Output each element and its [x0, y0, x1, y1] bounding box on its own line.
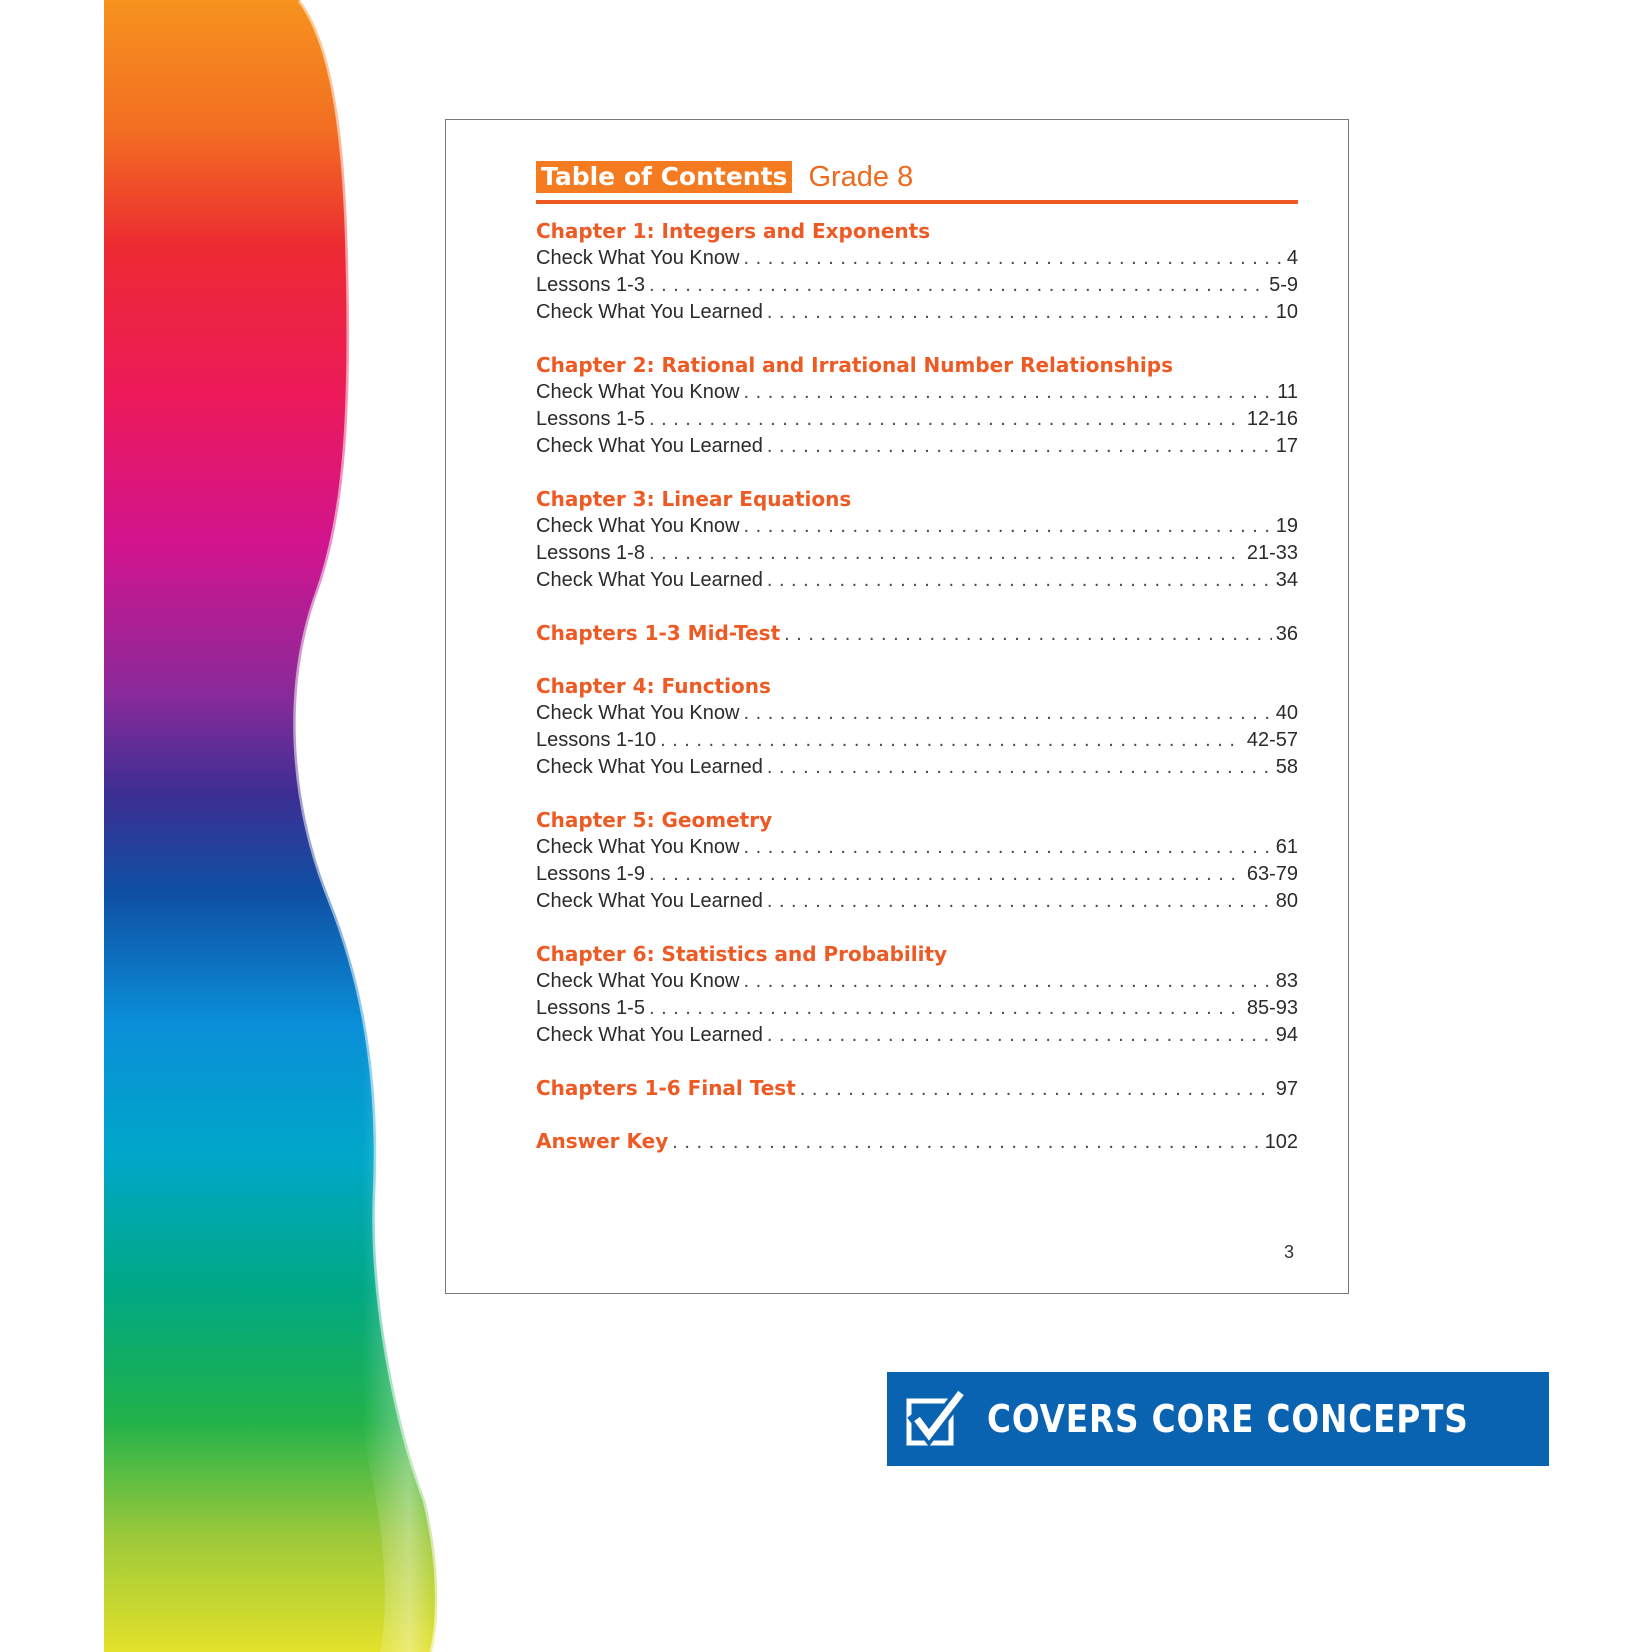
toc-entry[interactable] [536, 299, 1298, 326]
entry-label: Check What You Know [536, 836, 740, 858]
entry-label: Check What You Learned [536, 890, 763, 912]
toc-title: Table of Contents [536, 161, 792, 193]
toc-page [445, 119, 1349, 1294]
entry-label: Check What You Know [536, 970, 740, 992]
entry-label: Lessons 1-10 [536, 729, 657, 751]
entry-page: 94 [1275, 1024, 1298, 1046]
dot-leader [672, 1129, 1260, 1156]
entry-page: 83 [1275, 970, 1298, 992]
entry-label: Lessons 1-5 [536, 408, 645, 430]
toc-entry[interactable] [536, 995, 1298, 1022]
dot-leader [743, 513, 1271, 540]
toc-divider [536, 200, 1298, 204]
dot-leader [649, 406, 1243, 433]
entry-page: 21-33 [1246, 542, 1298, 564]
entry-label: Chapters 1-3 Mid-Test [536, 621, 781, 645]
toc-entry[interactable] [536, 433, 1298, 460]
entry-label: Check What You Know [536, 702, 740, 724]
chapter-title[interactable]: Chapter 2: Rational and Irrational Number Relationships [536, 353, 1174, 377]
chapter-title[interactable]: Chapter 1: Integers and Exponents [536, 219, 931, 243]
chapter-2 [536, 352, 1298, 460]
entry-page: 5-9 [1269, 274, 1298, 296]
entry-label: Check What You Learned [536, 301, 763, 323]
dot-leader [767, 888, 1272, 915]
entry-page: 61 [1275, 836, 1298, 858]
entry-page: 12-16 [1246, 408, 1298, 430]
dot-leader [649, 861, 1243, 888]
dot-leader [660, 727, 1243, 754]
chapter-title[interactable]: Chapter 6: Statistics and Probability [536, 942, 948, 966]
toc-content [536, 160, 1298, 1181]
dot-leader [800, 1076, 1272, 1103]
chapter-1 [536, 218, 1298, 326]
chapter-4 [536, 673, 1298, 781]
covers-core-concepts-banner [887, 1372, 1549, 1466]
dot-leader [743, 834, 1271, 861]
entry-page: 102 [1264, 1131, 1298, 1153]
entry-label: Lessons 1-9 [536, 863, 645, 885]
toc-entry[interactable] [536, 1022, 1298, 1049]
entry-label: Check What You Learned [536, 569, 763, 591]
chapter-6 [536, 941, 1298, 1049]
toc-entry[interactable] [536, 272, 1298, 299]
entry-page: 63-79 [1246, 863, 1298, 885]
entry-page: 80 [1275, 890, 1298, 912]
dot-leader [649, 540, 1243, 567]
entry-page: 10 [1275, 301, 1298, 323]
toc-header [536, 160, 1298, 194]
toc-entry[interactable] [536, 567, 1298, 594]
dot-leader [649, 272, 1265, 299]
chapter-title[interactable]: Chapter 4: Functions [536, 674, 771, 698]
dot-leader [743, 700, 1271, 727]
entry-label: Check What You Learned [536, 435, 763, 457]
chapter-3 [536, 486, 1298, 594]
toc-entry[interactable] [536, 754, 1298, 781]
toc-entry[interactable] [536, 406, 1298, 433]
entry-page: 19 [1275, 515, 1298, 537]
entry-page: 36 [1275, 623, 1298, 645]
entry-label: Lessons 1-8 [536, 542, 645, 564]
entry-label: Check What You Know [536, 515, 740, 537]
dot-leader [743, 379, 1273, 406]
page-number: 3 [1283, 1242, 1294, 1262]
entry-page: 42-57 [1246, 729, 1298, 751]
toc-entry[interactable] [536, 540, 1298, 567]
chapter-5 [536, 807, 1298, 915]
toc-entry[interactable] [536, 700, 1298, 727]
dot-leader [767, 433, 1272, 460]
toc-entry[interactable] [536, 968, 1298, 995]
final-test-entry[interactable] [536, 1075, 1298, 1102]
entry-page: 40 [1275, 702, 1298, 724]
mid-test-entry[interactable] [536, 620, 1298, 647]
toc-entry[interactable] [536, 513, 1298, 540]
dot-leader [767, 1022, 1272, 1049]
entry-page: 58 [1275, 756, 1298, 778]
chapter-title[interactable]: Chapter 5: Geometry [536, 808, 773, 832]
toc-entry[interactable] [536, 861, 1298, 888]
entry-label: Check What You Know [536, 381, 740, 403]
checkbox-check-icon [905, 1389, 965, 1449]
entry-label: Lessons 1-5 [536, 997, 645, 1019]
entry-label: Check What You Learned [536, 756, 763, 778]
banner-text: COVERS CORE CONCEPTS [987, 1397, 1469, 1441]
entry-label: Lessons 1-3 [536, 274, 645, 296]
dot-leader [743, 245, 1282, 272]
entry-page: 85-93 [1246, 997, 1298, 1019]
dot-leader [649, 995, 1243, 1022]
toc-entry[interactable] [536, 727, 1298, 754]
entry-page: 17 [1275, 435, 1298, 457]
entry-page: 11 [1277, 381, 1298, 403]
toc-entry[interactable] [536, 888, 1298, 915]
dot-leader [767, 754, 1272, 781]
toc-entry[interactable] [536, 245, 1298, 272]
entry-page: 97 [1275, 1078, 1298, 1100]
dot-leader [767, 299, 1272, 326]
toc-entry[interactable] [536, 379, 1298, 406]
toc-grade: Grade 8 [808, 160, 914, 193]
answer-key-entry[interactable] [536, 1128, 1298, 1155]
dot-leader [767, 567, 1272, 594]
entry-label: Check What You Know [536, 247, 740, 269]
entry-label: Answer Key [536, 1129, 669, 1153]
entry-page: 34 [1275, 569, 1298, 591]
dot-leader [784, 621, 1272, 648]
dot-leader [743, 968, 1271, 995]
entry-page: 4 [1286, 247, 1298, 269]
chapter-title[interactable]: Chapter 3: Linear Equations [536, 487, 852, 511]
entry-label: Check What You Learned [536, 1024, 763, 1046]
entry-label: Chapters 1-6 Final Test [536, 1076, 796, 1100]
toc-entry[interactable] [536, 834, 1298, 861]
